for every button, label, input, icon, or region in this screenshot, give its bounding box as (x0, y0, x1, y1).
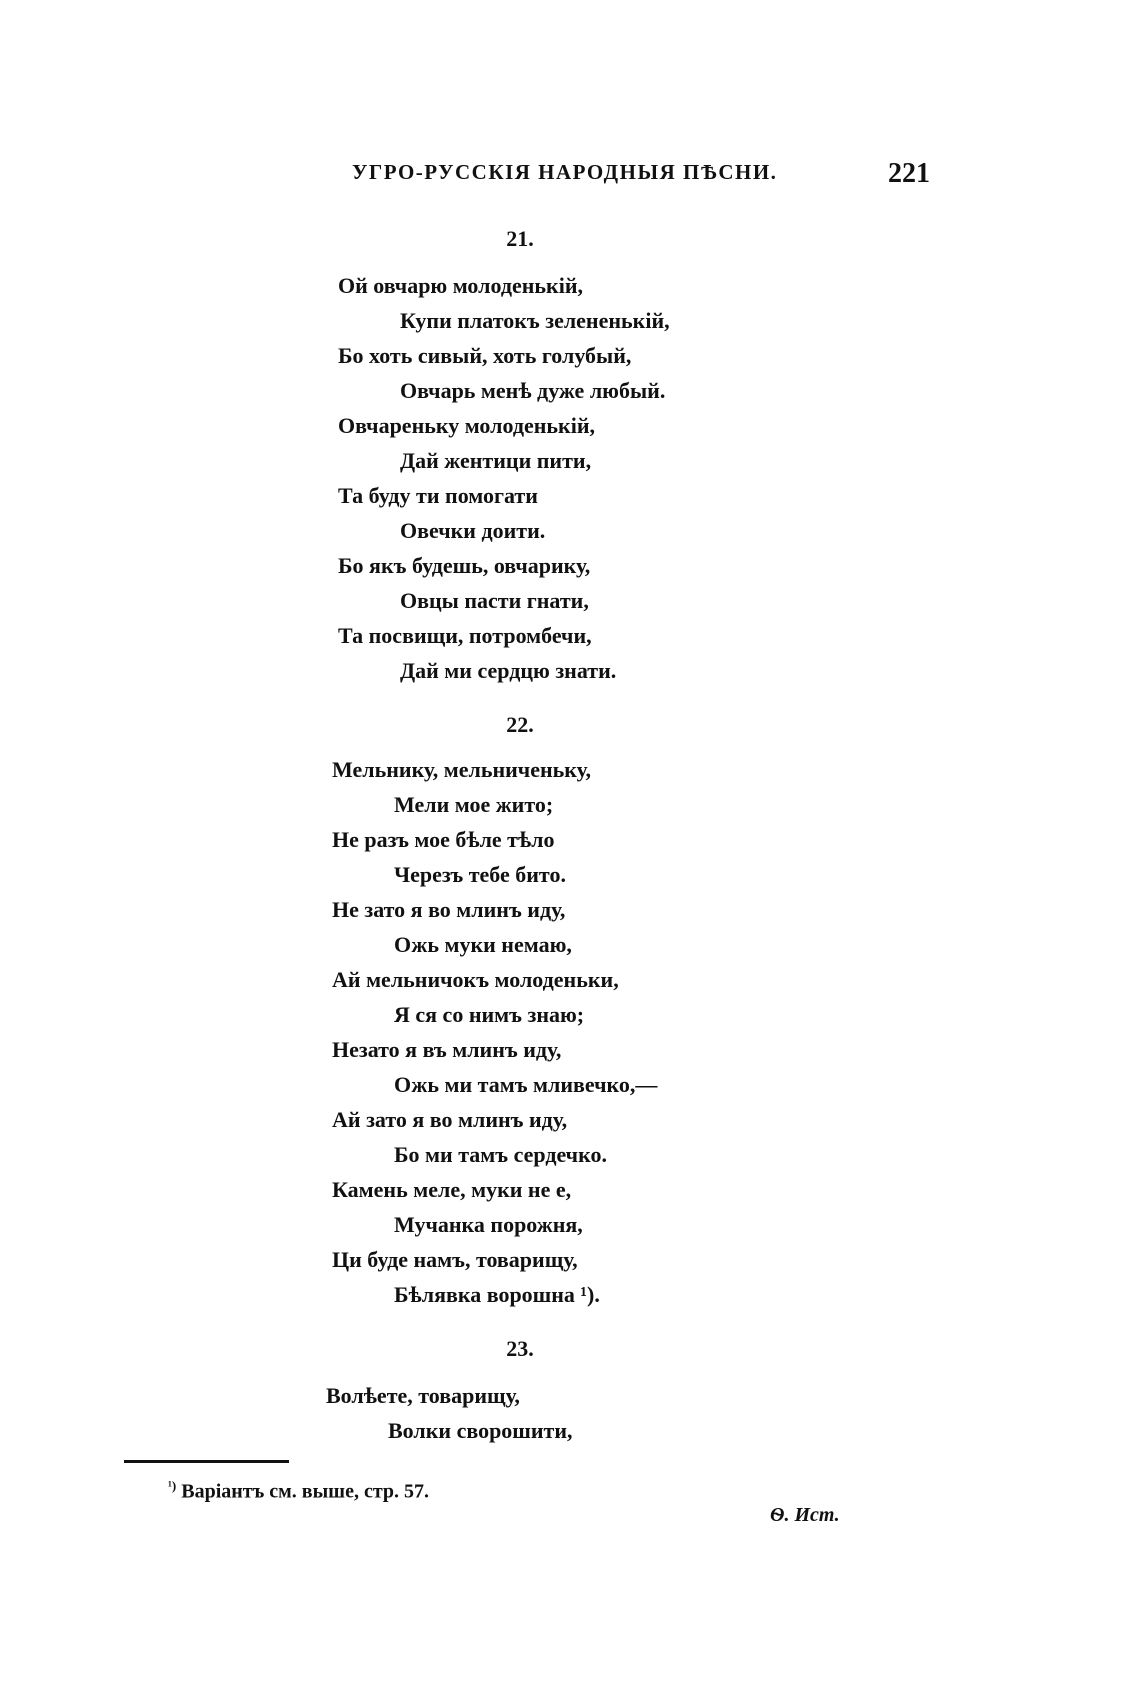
verse-line: Ожь ми тамъ мливечко,— (394, 1072, 658, 1097)
footnote-marker: ¹) (168, 1478, 177, 1493)
verse-line: Волѣете, товарищу, (326, 1383, 520, 1408)
verse-line: Дай ми сердцю знати. (400, 658, 617, 683)
verse-line: Волки сворошити, (388, 1418, 573, 1443)
verse-line: Я ся со нимъ знаю; (394, 1002, 585, 1027)
verse-line: Ци буде намъ, товарищу, (332, 1247, 578, 1272)
verse-line: Та посвищи, потромбечи, (338, 623, 592, 648)
verse-line: Незато я въ млинъ иду, (332, 1037, 562, 1062)
verse-line: Ожь муки немаю, (394, 932, 572, 957)
verse-line: Ай мельничокъ молоденьки, (332, 967, 619, 992)
verse-line: Ой овчарю молоденькій, (338, 273, 584, 298)
signature-mark: Ѳ. Ист. (770, 1504, 840, 1526)
verse-line: Овчареньку молоденькій, (338, 413, 596, 438)
verse-line: Бѣлявка ворошна ¹). (394, 1282, 600, 1307)
footnote-text: Варіантъ см. выше, стр. 57. (181, 1480, 430, 1503)
verse-line: Овечки доити. (400, 518, 546, 543)
verse-line: Камень меле, муки не е, (332, 1177, 572, 1202)
verse-line: Ай зато я во млинъ иду, (332, 1107, 568, 1132)
song-number: 21. (506, 226, 534, 251)
footnote-rule (124, 1460, 289, 1463)
verse-line: Овцы пасти гнати, (400, 588, 589, 613)
verse-line: Мучанка порожня, (394, 1212, 583, 1237)
verse-line: Купи платокъ зелененькій, (400, 308, 670, 333)
footnote (168, 1478, 429, 1504)
verse-line: Бо хоть сивый, хоть голубый, (338, 343, 632, 368)
verse-block (338, 268, 670, 688)
song-number: 23. (506, 1336, 534, 1361)
verse-block (332, 752, 657, 1312)
verse-line: Не разъ мое бѣле тѣло (332, 827, 555, 852)
verse-block (326, 1378, 573, 1448)
verse-line: Овчарь менѣ дуже любый. (400, 378, 666, 403)
verse-line: Дай жентици пити, (400, 448, 592, 473)
verse-line: Мельнику, мельниченьку, (332, 757, 591, 782)
verse-line: Та буду ти помогати (338, 483, 538, 508)
page-number: 221 (888, 158, 930, 189)
running-header: УГРО-РУССКІЯ НАРОДНЫЯ ПѢСНИ. (352, 160, 778, 184)
song-number: 22. (506, 712, 534, 737)
verse-line: Мели мое жито; (394, 792, 554, 817)
verse-line: Черезъ тебе бито. (394, 862, 566, 887)
verse-line: Бо ми тамъ сердечко. (394, 1142, 607, 1167)
verse-line: Не зато я во млинъ иду, (332, 897, 566, 922)
verse-line: Бо якъ будешь, овчарику, (338, 553, 591, 578)
